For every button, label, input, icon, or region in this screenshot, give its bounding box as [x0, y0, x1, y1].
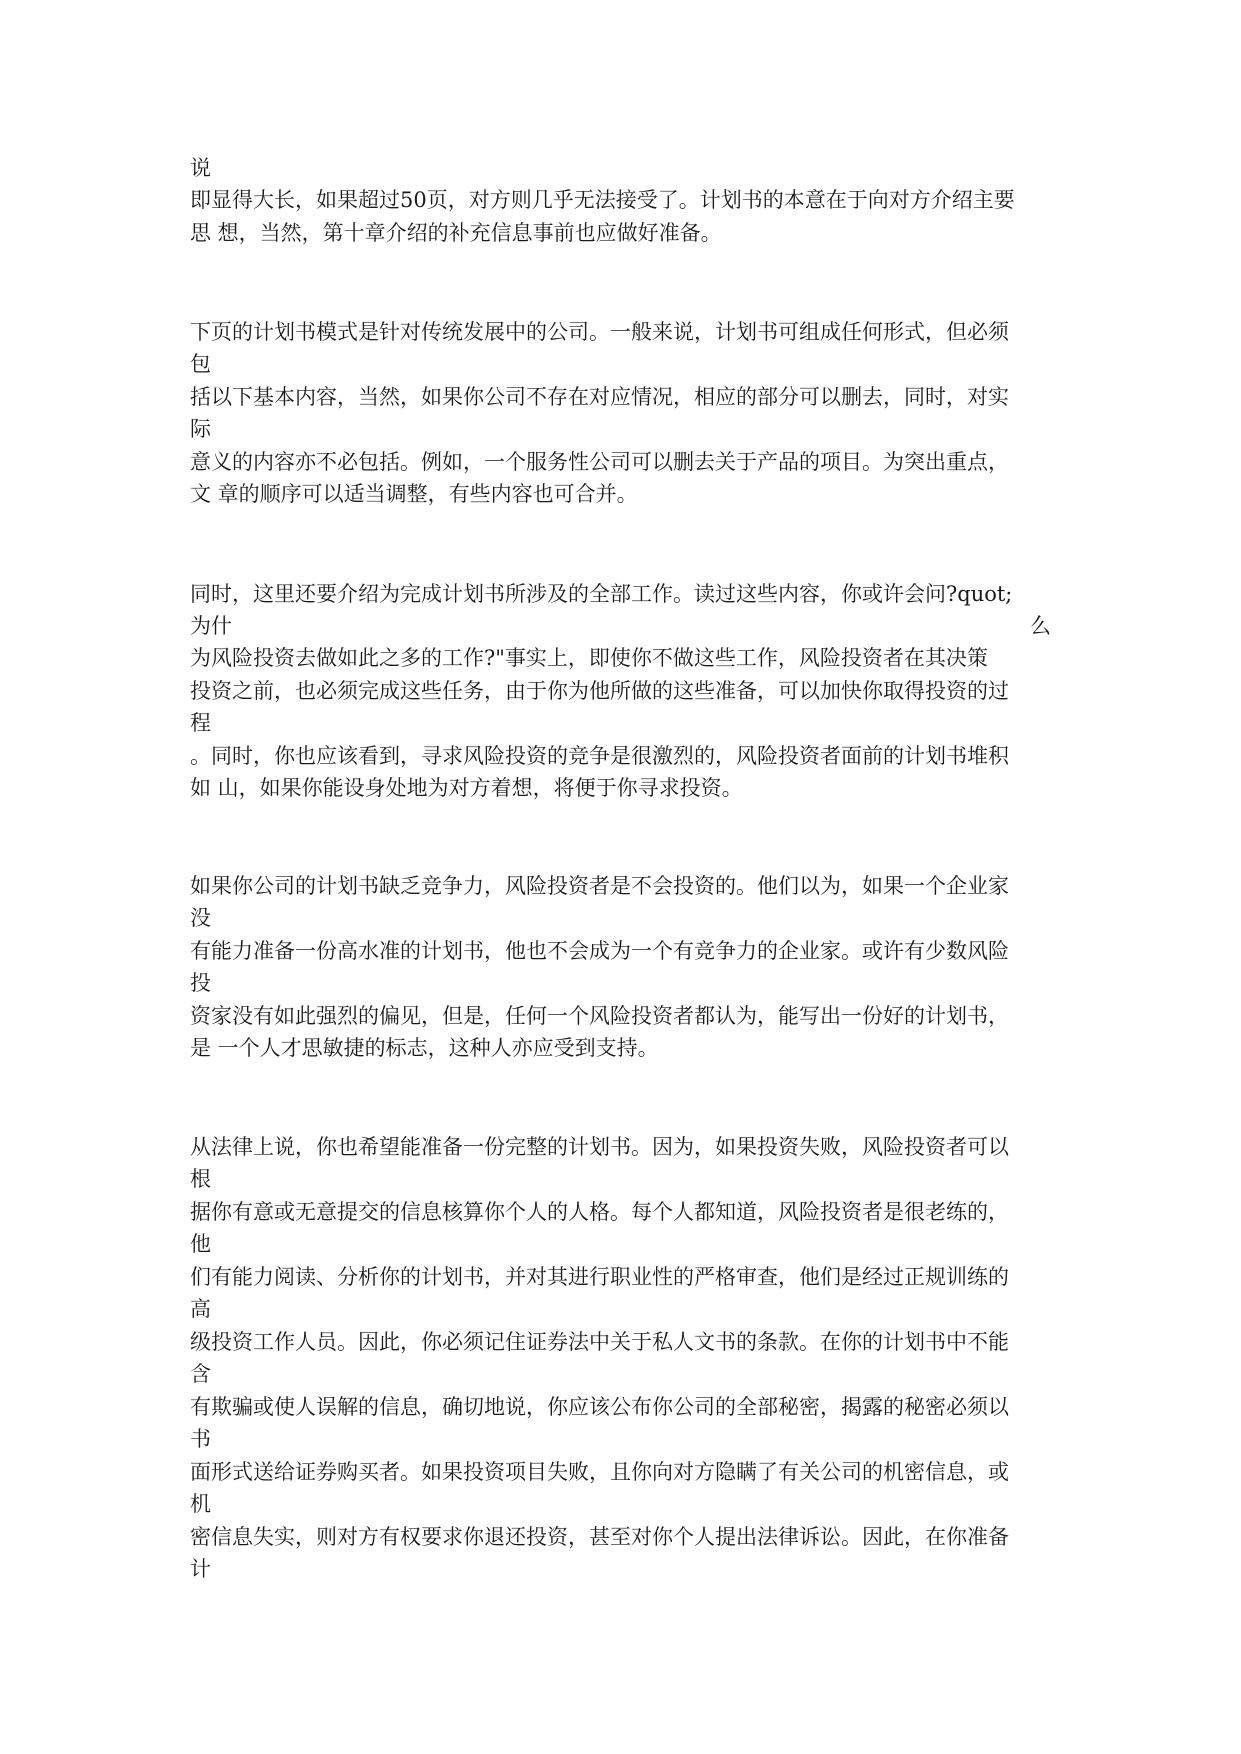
text-line: 文 章的顺序可以适当调整，有些内容也可合并。 — [190, 482, 638, 506]
text-line: 下页的计划书模式是针对传统发展中的公司。一般来说，计划书可组成任何形式，但必须 — [190, 320, 1009, 344]
text-line: 即显得大长，如果超过50页，对方则几乎无法接受了。计划书的本意在于向对方介绍主要 — [190, 188, 1015, 212]
text-line: 。同时，你也应该看到，寻求风险投资的竞争是很激烈的，风险投资者面前的计划书堆积 — [190, 744, 1009, 768]
text-line: 书 — [190, 1427, 211, 1451]
text-line: 没 — [190, 906, 211, 930]
text-line: 际 — [190, 417, 211, 441]
text-line: 他 — [190, 1232, 211, 1256]
text-line: 高 — [190, 1297, 211, 1321]
text-line: 有欺骗或使人误解的信息，确切地说，你应该公布你公司的全部秘密，揭露的秘密必须以 — [190, 1395, 1009, 1419]
text-line: 密信息失实，则对方有权要求你退还投资，甚至对你个人提出法律诉讼。因此，在你准备 — [190, 1525, 1009, 1549]
text-line: 么 — [1030, 614, 1051, 638]
text-line: 包 — [190, 352, 211, 376]
text-line: 为什 — [190, 614, 232, 638]
text-line: 说 — [190, 156, 211, 180]
text-line: 含 — [190, 1362, 211, 1386]
text-line: 根 — [190, 1167, 211, 1191]
text-line: 思 想，当然，第十章介绍的补充信息事前也应做好准备。 — [190, 221, 722, 245]
text-line: 如果你公司的计划书缺乏竞争力，风险投资者是不会投资的。他们以为，如果一个企业家 — [190, 874, 1009, 898]
text-line: 从法律上说，你也希望能准备一份完整的计划书。因为，如果投资失败，风险投资者可以 — [190, 1135, 1009, 1159]
text-line: 有能力准备一份高水准的计划书，他也不会成为一个有竞争力的企业家。或许有少数风险 — [190, 939, 1009, 963]
text-line: 机 — [190, 1492, 211, 1516]
text-line: 面形式送给证券购买者。如果投资项目失败，且你向对方隐瞒了有关公司的机密信息，或 — [190, 1460, 1009, 1484]
text-line: 同时，这里还要介绍为完成计划书所涉及的全部工作。读过这些内容，你或许会问?quot; — [190, 582, 1013, 606]
text-line: 程 — [190, 711, 211, 735]
text-line: 意义的内容亦不必包括。例如，一个服务性公司可以删去关于产品的项目。为突出重点， — [190, 450, 1009, 474]
text-line: 资家没有如此强烈的偏见，但是，任何一个风险投资者都认为，能写出一份好的计划书， — [190, 1004, 1009, 1028]
text-line: 级投资工作人员。因此，你必须记住证券法中关于私人文书的条款。在你的计划书中不能 — [190, 1330, 1009, 1354]
text-line: 计 — [190, 1557, 211, 1581]
text-line: 据你有意或无意提交的信息核算你个人的人格。每个人都知道，风险投资者是很老练的， — [190, 1200, 1009, 1224]
text-line: 投 — [190, 971, 211, 995]
text-line: 为风险投资去做如此之多的工作?"事实上，即使你不做这些工作，风险投资者在其决策 — [190, 646, 988, 670]
text-line: 投资之前，也必须完成这些任务，由于你为他所做的这些准备，可以加快你取得投资的过 — [190, 679, 1009, 703]
document-body — [190, 0, 1051, 1581]
text-line: 括以下基本内容，当然，如果你公司不存在对应情况，相应的部分可以删去，同时，对实 — [190, 385, 1009, 409]
text-line: 如 山，如果你能设身处地为对方着想，将便于你寻求投资。 — [190, 776, 743, 800]
text-line: 是 一个人才思敏捷的标志，这种人亦应受到支持。 — [190, 1036, 659, 1060]
text-line: 们有能力阅读、分析你的计划书，并对其进行职业性的严格审查，他们是经过正规训练的 — [190, 1265, 1009, 1289]
